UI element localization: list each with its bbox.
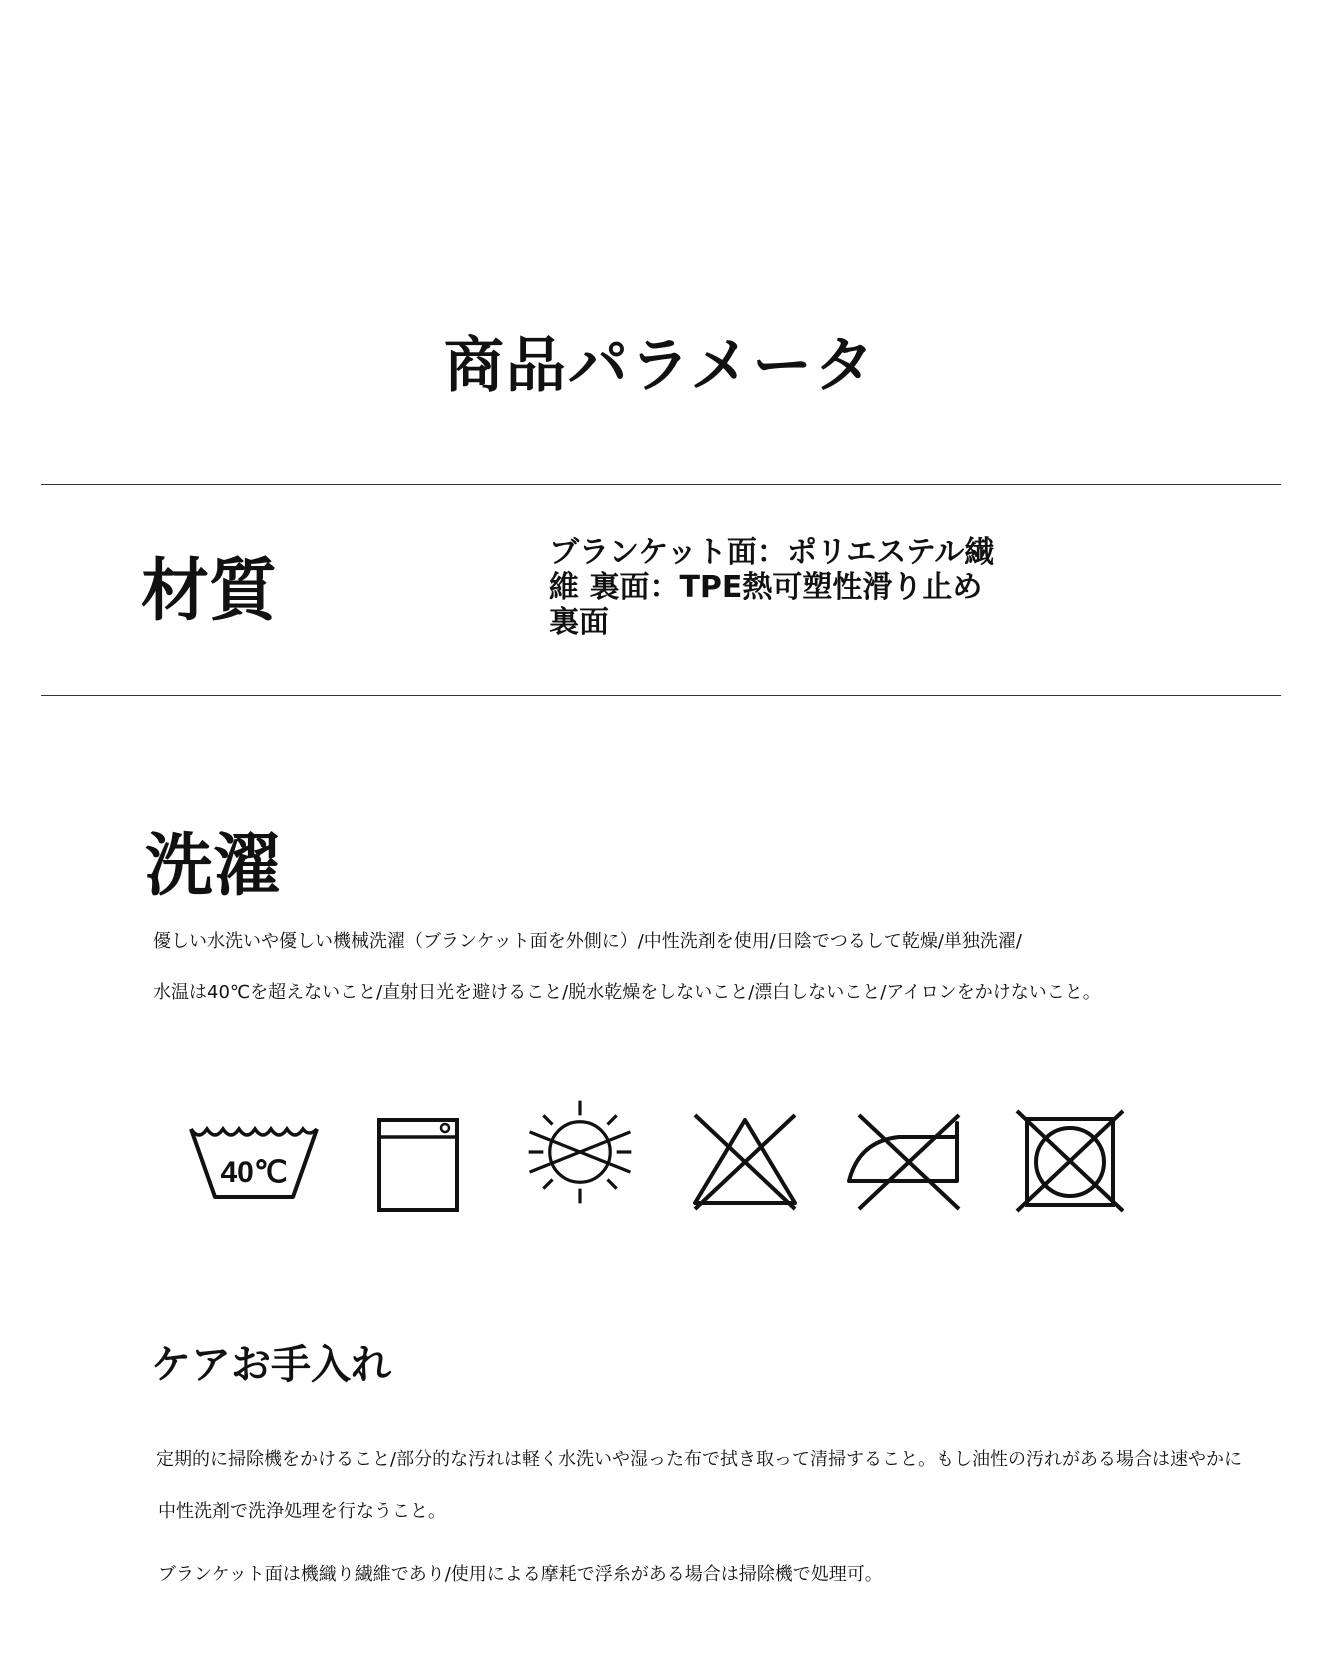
care-text-line3: ブランケット面は機織り繊維であり/使用による摩耗で浮糸がある場合は掃除機で処理可。 — [158, 1564, 883, 1585]
divider-top — [41, 484, 1281, 485]
wash-temperature-label: 40℃ — [220, 1156, 288, 1189]
washing-text-line1: 優しい水洗いや優しい機械洗濯（ブランケット面を外側に）/中性洗剤を使用/日陰でつるして乾燥/単独洗濯/ — [153, 931, 1022, 952]
no-iron-icon — [845, 1105, 975, 1215]
no-sun-dry-icon — [515, 1097, 645, 1207]
no-bleach-icon — [680, 1105, 810, 1215]
washing-heading: 洗濯 — [145, 827, 282, 906]
washing-text-line2: 水温は40℃を超えないこと/直射日光を避けること/脱水乾燥をしないこと/漂白しないこと/アイロンをかけないこと。 — [153, 982, 1101, 1003]
care-text-line1: 定期的に掃除機をかけること/部分的な汚れは軽く水洗いや湿った布で拭き取って清掃すること。もし油性の汚れがある場合は速やかに — [156, 1449, 1243, 1470]
tumble-dry-icon — [352, 1105, 482, 1215]
care-heading: ケアお手入れ — [151, 1342, 391, 1388]
wash-40c-icon — [189, 1105, 319, 1215]
material-value: ブランケット面：ポリエステル繊維 裏面：TPE熱可塑性滑り止め裏面 — [549, 535, 995, 640]
no-tumble-dry-icon — [1005, 1105, 1135, 1215]
material-heading: 材質 — [141, 552, 278, 631]
divider-bottom — [41, 695, 1281, 696]
page-title: 商品パラメータ — [443, 331, 877, 401]
care-text-line2: 中性洗剤で洗浄処理を行なうこと。 — [158, 1501, 446, 1522]
